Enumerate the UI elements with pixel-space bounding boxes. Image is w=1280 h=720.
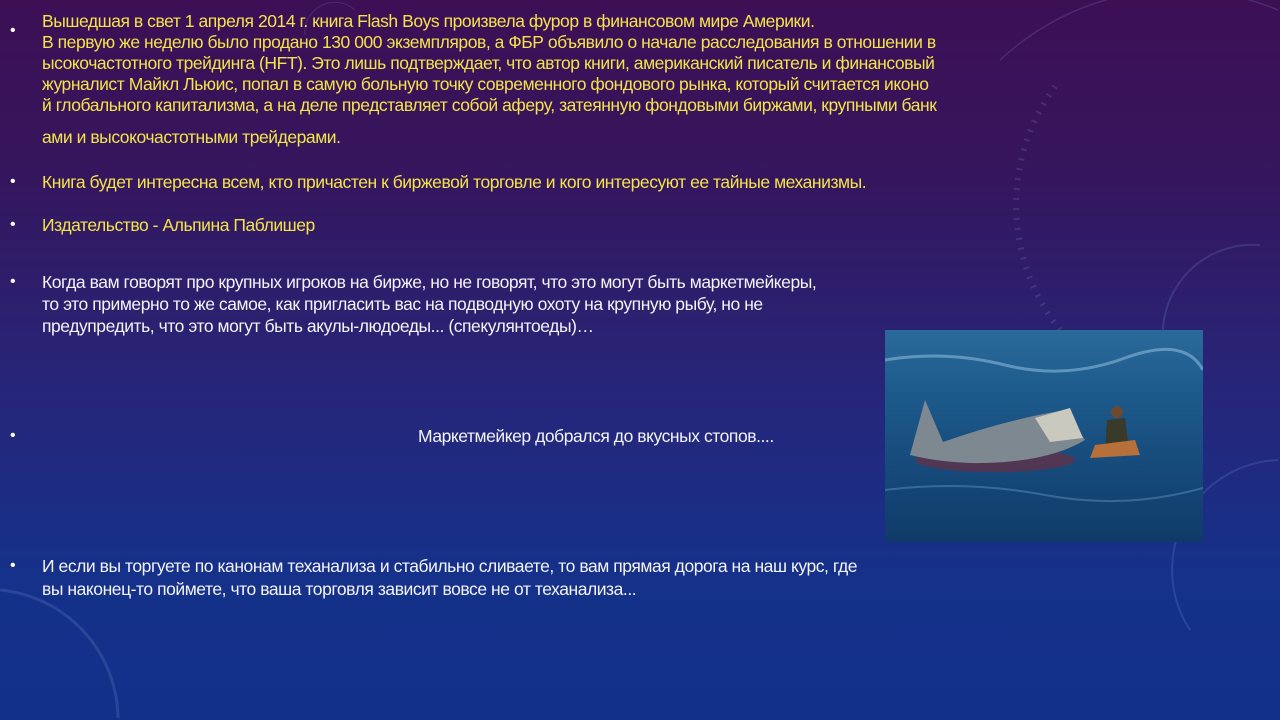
- text-line: ами и высокочастотными трейдерами.: [42, 127, 341, 147]
- text-line: ысокочастотного трейдинга (HFT). Это лишь подтверждает, что автор книги, американский писатель и финансовый: [42, 53, 935, 73]
- text-line: Издательство - Альпина Паблишер: [42, 215, 315, 235]
- text-line: И если вы торгуете по канонам теханализа и стабильно сливаете, то вам прямая дорога на наш курс, где: [42, 556, 858, 576]
- text-line: вы наконец-то поймете, что ваша торговля зависит вовсе не от теханализа...: [42, 579, 637, 599]
- text-line: й глобального капитализма, а на деле представляет собой аферу, затеянную фондовыми биржами, крупными банк: [42, 95, 937, 115]
- text-line: В первую же неделю было продано 130 000 экземпляров, а ФБР объявило о начале расследования в отношении в: [42, 32, 936, 52]
- text-line: то это примерно то же самое, как пригласить вас на подводную охоту на крупную рыбу, но не: [42, 294, 763, 314]
- text-line: Когда вам говорят про крупных игроков на бирже, но не говорят, что это могут быть маркетмейкеры,: [42, 272, 817, 292]
- bullet-marker: •: [10, 216, 16, 233]
- shark-attack-photo: [885, 330, 1203, 542]
- image-caption: Маркетмейкер добрался до вкусных стопов....: [418, 426, 774, 446]
- text-line: Книга будет интересна всем, кто причастен к биржевой торговле и кого интересуют ее тайные механизмы.: [42, 172, 867, 192]
- bullet-marker: •: [10, 273, 16, 290]
- text-line: Вышедшая в свет 1 апреля 2014 г. книга Flash Boys произвела фурор в финансовом мире Америки.: [42, 11, 815, 31]
- bullet-marker: •: [10, 22, 16, 39]
- bullet-marker: •: [10, 173, 16, 190]
- text-line: предупредить, что это могут быть акулы-людоеды... (спекулянтоеды)…: [42, 316, 594, 336]
- bullet-marker: •: [10, 427, 16, 444]
- text-line: журналист Майкл Льюис, попал в самую больную точку современного фондового рынка, который считается иконо: [42, 74, 929, 94]
- bullet-marker: •: [10, 557, 16, 574]
